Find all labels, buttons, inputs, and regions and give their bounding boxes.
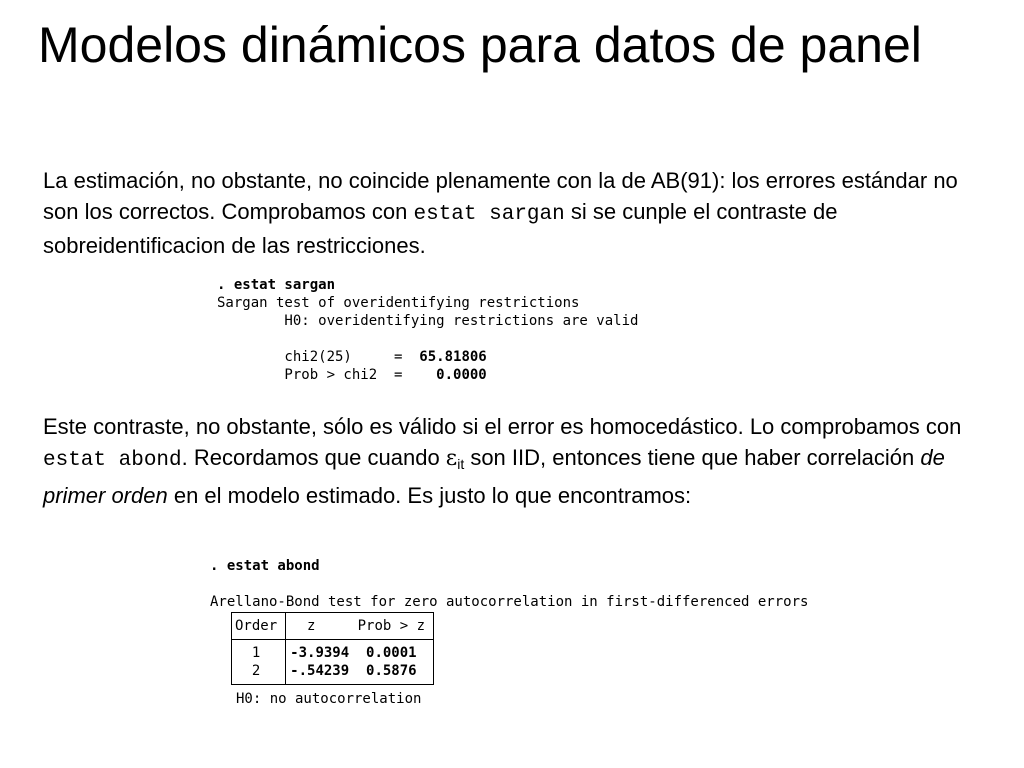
row-2-values: -.54239 0.5876 bbox=[290, 663, 417, 679]
prob-label: Prob > chi2 = bbox=[217, 367, 437, 383]
abond-table bbox=[231, 612, 434, 685]
second-text-2: . Recordamos que cuando bbox=[181, 445, 446, 470]
second-text-3: son IID, entonces tiene que haber correlación bbox=[464, 445, 921, 470]
epsilon-symbol: ε bbox=[445, 446, 458, 471]
sargan-command-inline: estat sargan bbox=[413, 203, 565, 226]
order-cells bbox=[232, 640, 286, 685]
slide-title: Modelos dinámicos para datos de panel bbox=[38, 17, 922, 73]
order-header: Order bbox=[232, 613, 286, 640]
chi2-label: chi2(25) = bbox=[217, 349, 420, 365]
prob-value: 0.0000 bbox=[436, 367, 487, 383]
abond-h0-note: H0: no autocorrelation bbox=[236, 691, 422, 707]
row-1-values: -3.9394 0.0001 bbox=[290, 645, 417, 661]
epsilon-subscript: it bbox=[457, 456, 465, 472]
z-prob-header: z Prob > z bbox=[286, 613, 434, 640]
second-text-1: Este contraste, no obstante, sólo es válido si el error es homocedástico. Lo comprobamos con bbox=[43, 414, 962, 439]
abond-command: . estat abond bbox=[210, 558, 320, 574]
intro-text-1: La estimación, no obstante, no coincide plenamente con la de AB(91): los errores estándar no son los correctos. Comprobamos con bbox=[43, 168, 958, 224]
second-paragraph bbox=[43, 411, 993, 511]
sargan-output bbox=[217, 276, 638, 384]
abond-command-inline: estat abond bbox=[43, 449, 182, 472]
intro-text-2: si se cunple el contraste de sobreidentificacion de las restricciones. bbox=[43, 199, 838, 258]
sargan-command: . estat sargan bbox=[217, 277, 336, 293]
abond-table-header bbox=[232, 613, 434, 640]
emphasis-text: de primer orden bbox=[43, 445, 945, 508]
abond-test-title: Arellano-Bond test for zero autocorrelation in first-differenced errors bbox=[210, 594, 809, 610]
order-1: 1 bbox=[235, 645, 261, 661]
abond-output bbox=[210, 557, 808, 611]
abond-table-rows bbox=[232, 640, 434, 685]
sargan-h0: H0: overidentifying restrictions are valid bbox=[217, 313, 639, 329]
value-cells bbox=[286, 640, 434, 685]
chi2-value: 65.81806 bbox=[419, 349, 487, 365]
order-2: 2 bbox=[235, 663, 261, 679]
sargan-test-title: Sargan test of overidentifying restrictions bbox=[217, 295, 580, 311]
intro-paragraph bbox=[43, 165, 993, 261]
second-text-4: en el modelo estimado. Es justo lo que encontramos: bbox=[167, 483, 692, 508]
